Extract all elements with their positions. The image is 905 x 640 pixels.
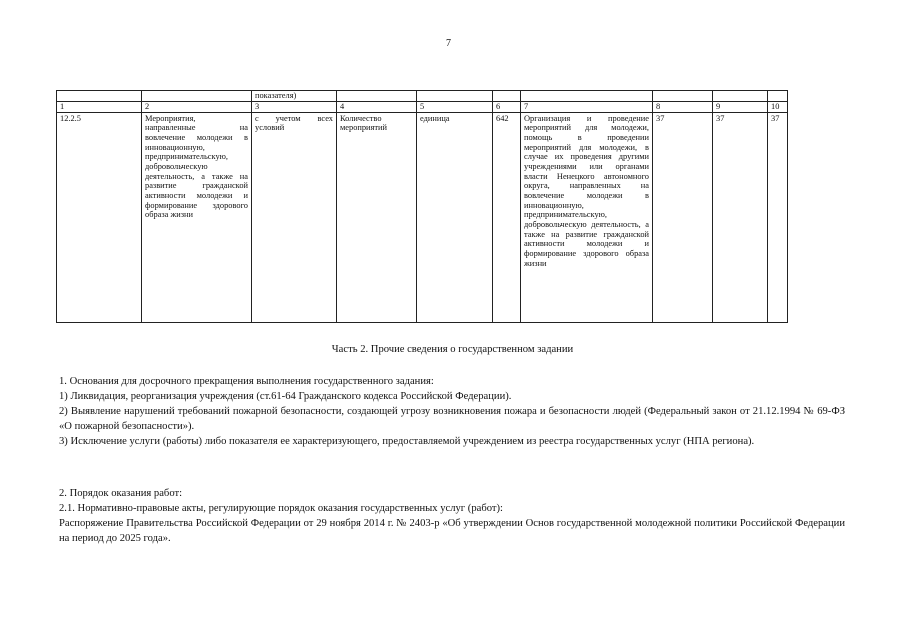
column-number: 6: [493, 101, 521, 112]
table-row: [57, 112, 788, 322]
grounds-section: [59, 374, 845, 449]
column-number: 10: [768, 101, 788, 112]
ground-item-3: 3) Исключение услуги (работы) либо показателя ее характеризующего, предоставляемой учреждением из реестра государственных услуг (НПА региона).: [59, 436, 755, 447]
row-condition: с учетом всех условий: [252, 112, 337, 322]
column-number: 9: [713, 101, 768, 112]
order-section: [59, 486, 845, 546]
row-value-1: 37: [653, 112, 713, 322]
table-cell: [417, 91, 493, 102]
page-number: 7: [446, 38, 451, 49]
column-number: 3: [252, 101, 337, 112]
column-numbers-row: [57, 101, 788, 112]
row-code: 12.2.5: [57, 112, 142, 322]
row-value-3: 37: [768, 112, 788, 322]
column-number: 5: [417, 101, 493, 112]
table-cell: [493, 91, 521, 102]
table-cell: [521, 91, 653, 102]
table-cell: [768, 91, 788, 102]
table-cell: [57, 91, 142, 102]
column-number: 2: [142, 101, 252, 112]
row-unit-code: 642: [493, 112, 521, 322]
ground-item-2: 2) Выявление нарушений требований пожарной безопасности, создающей угрозу возникновения пожара и безопасности людей (Федеральный закон от 21.12.1994 № 69-ФЗ «О пожарной безопасности»).: [59, 406, 845, 432]
table-cell: [142, 91, 252, 102]
row-indicator: Количество мероприятий: [337, 112, 417, 322]
row-activity: Мероприятия, направленные на вовлечение молодежи в инновационную, предпринимательскую, добровольческую деятельность, а также на развитие гражданской активности молодежи и формирование здорового образа жизни: [142, 112, 252, 322]
indicators-table: [56, 90, 788, 323]
table-cell: показателя): [252, 91, 337, 102]
decree-text: Распоряжение Правительства Российской Федерации от 29 ноября 2014 г. № 2403-р «Об утверждении Основ государственной молодежной политики Российской Федерации на период до 2025 года».: [59, 518, 845, 544]
column-number: 8: [653, 101, 713, 112]
table-cell: [713, 91, 768, 102]
table-cell: [337, 91, 417, 102]
column-number: 4: [337, 101, 417, 112]
part2-title: Часть 2. Прочие сведения о государственном задании: [331, 344, 574, 355]
column-number: 1: [57, 101, 142, 112]
order-item-2-1: 2.1. Нормативно-правовые акты, регулирующие порядок оказания государственных услуг (работ):: [59, 503, 503, 514]
ground-item-1: 1) Ликвидация, реорганизация учреждения (ст.61-64 Гражданского кодекса Российской Федерации).: [59, 391, 512, 402]
row-value-2: 37: [713, 112, 768, 322]
grounds-heading: 1. Основания для досрочного прекращения выполнения государственного задания:: [59, 376, 434, 387]
order-heading: 2. Порядок оказания работ:: [59, 488, 183, 499]
table-continuation-row: [57, 91, 788, 102]
column-number: 7: [521, 101, 653, 112]
row-description: Организация и проведение мероприятий для молодежи, помощь в проведении мероприятий для молодежи, в случае их проведения другими учреждениями или органами власти Ненецкого автономного округа, направленных на вовлечение молодежи в инновационную, предпринимательскую, добровольческую деятельность, а также на развитие гражданской активности молодежи и формирование здорового образа жизни: [521, 112, 653, 322]
table-cell: [653, 91, 713, 102]
row-unit: единица: [417, 112, 493, 322]
